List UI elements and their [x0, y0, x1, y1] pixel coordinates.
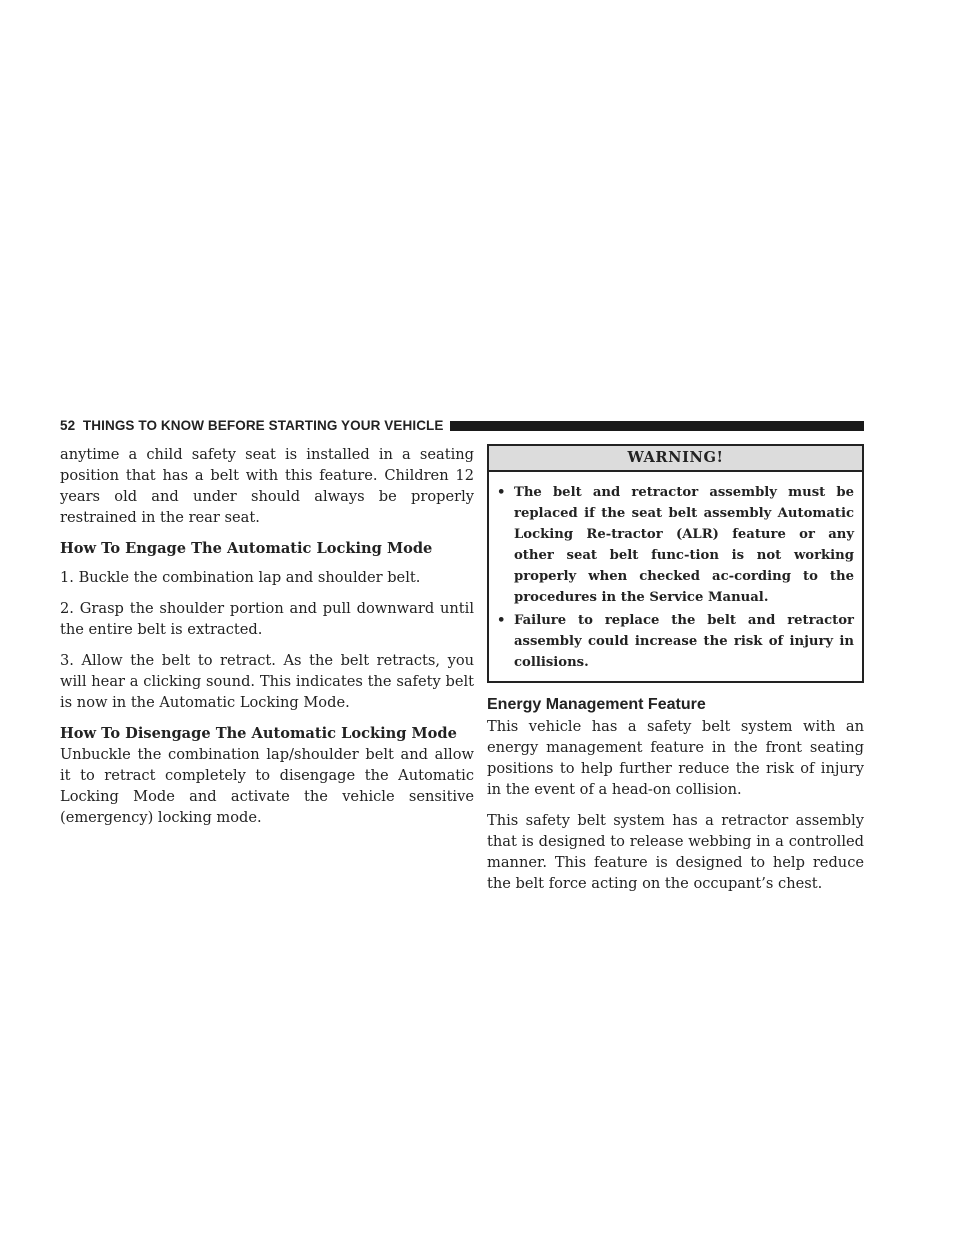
energy-heading: Energy Management Feature — [487, 696, 706, 713]
engage-heading: How To Engage The Automatic Locking Mode — [60, 540, 433, 557]
warning-title: WARNING! — [489, 446, 862, 472]
energy-paragraph-2: This safety belt system has a retractor assembly that is designed to release webbing in a controlled manner. This feature is designed to help reduce the belt force acting on the occupant’s chest. — [487, 812, 864, 892]
step-3: 3. Allow the belt to retract. As the belt retracts, you will hear a clicking sound. This indicates the safety belt is now in the Automatic Locking Mode. — [60, 652, 474, 711]
left-column — [60, 444, 474, 838]
disengage-paragraph: Unbuckle the combination lap/shoulder belt and allow it to retract completely to disengage the Automatic Locking Mode and activate the vehicle sensitive (emergency) locking mode. — [60, 746, 474, 826]
warning-item-text: The belt and retractor assembly must be replaced if the seat belt assembly Automatic Locking Re-tractor (ALR) feature or any other seat belt func-tion is not working properly when checked ac-cording to the procedures in the Service Manual. — [514, 485, 854, 605]
energy-paragraph-1: This vehicle has a safety belt system with an energy management feature in the front seating positions to help further reduce the risk of injury in the event of a head-on collision. — [487, 718, 864, 798]
page-header — [60, 417, 864, 435]
disengage-heading: How To Disengage The Automatic Locking Mode — [60, 725, 457, 742]
header-rule — [450, 421, 865, 431]
step-2: 2. Grasp the shoulder portion and pull downward until the entire belt is extracted. — [60, 600, 474, 638]
bullet-icon: • — [497, 613, 506, 628]
warning-box — [487, 444, 864, 683]
header-title — [60, 417, 444, 435]
right-column — [487, 444, 864, 904]
intro-paragraph: anytime a child safety seat is installed in a seating position that has a belt with this feature. Children 12 years old and under should always be properly restrained in the rear seat. — [60, 446, 474, 526]
bullet-icon: • — [497, 485, 506, 500]
warning-item-text: Failure to replace the belt and retractor assembly could increase the risk of injury in collisions. — [514, 613, 854, 670]
step-1: 1. Buckle the combination lap and shoulder belt. — [60, 569, 421, 586]
warning-item — [497, 610, 854, 673]
warning-item — [497, 482, 854, 608]
section-title: THINGS TO KNOW BEFORE STARTING YOUR VEHICLE — [82, 418, 444, 433]
warning-body — [489, 472, 862, 681]
page-number: 52 — [60, 418, 76, 433]
